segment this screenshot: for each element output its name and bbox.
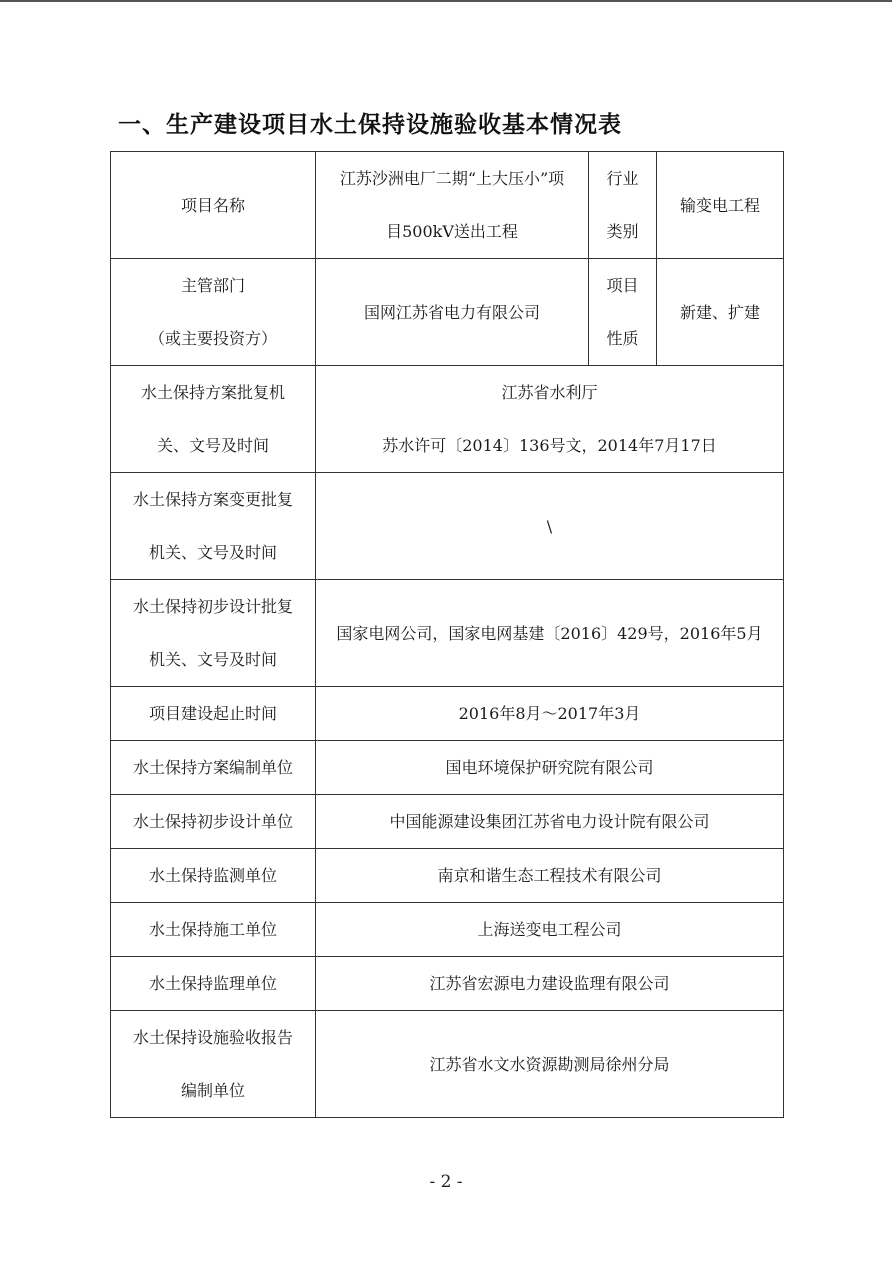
value-plan-compiler: 国电环境保护研究院有限公司 [316, 741, 784, 795]
label-project-name: 项目名称 [111, 152, 316, 259]
value-project-name: 江苏沙洲电厂二期“上大压小”项 目500kV送出工程 [316, 152, 589, 259]
value-industry-category: 输变电工程 [657, 152, 784, 259]
table-row-prelim-design [111, 580, 784, 687]
table-row-construction-unit [111, 903, 784, 957]
label-prelim-design: 水土保持初步设计批复 机关、文号及时间 [111, 580, 316, 687]
label-plan-change: 水土保持方案变更批复 机关、文号及时间 [111, 473, 316, 580]
value-monitoring-unit: 南京和谐生态工程技术有限公司 [316, 849, 784, 903]
table-row-plan-change [111, 473, 784, 580]
value-plan-approval: 江苏省水利厅 苏水许可〔2014〕136号文，2014年7月17日 [316, 366, 784, 473]
label-plan-compiler: 水土保持方案编制单位 [111, 741, 316, 795]
table-row-monitoring-unit [111, 849, 784, 903]
value-prelim-design: 国家电网公司，国家电网基建〔2016〕429号，2016年5月 [316, 580, 784, 687]
value-plan-change: \ [316, 473, 784, 580]
table-row-report-compiler [111, 1011, 784, 1118]
table-row-plan-approval [111, 366, 784, 473]
table-row-department [111, 259, 784, 366]
label-department: 主管部门 （或主要投资方） [111, 259, 316, 366]
value-construction-unit: 上海送变电工程公司 [316, 903, 784, 957]
label-industry-category: 行业 类别 [589, 152, 657, 259]
value-design-unit: 中国能源建设集团江苏省电力设计院有限公司 [316, 795, 784, 849]
table-row-design-unit [111, 795, 784, 849]
label-supervision-unit: 水土保持监理单位 [111, 957, 316, 1011]
value-department: 国网江苏省电力有限公司 [316, 259, 589, 366]
page-number: - 2 - [429, 1172, 463, 1192]
page-top-border [0, 0, 892, 2]
label-monitoring-unit: 水土保持监测单位 [111, 849, 316, 903]
page-title: 一、生产建设项目水土保持设施验收基本情况表 [118, 112, 622, 138]
label-report-compiler: 水土保持设施验收报告 编制单位 [111, 1011, 316, 1118]
label-construction-period: 项目建设起止时间 [111, 687, 316, 741]
table-row-plan-compiler [111, 741, 784, 795]
label-project-nature: 项目 性质 [589, 259, 657, 366]
table-row-supervision-unit [111, 957, 784, 1011]
value-project-nature: 新建、扩建 [657, 259, 784, 366]
label-construction-unit: 水土保持施工单位 [111, 903, 316, 957]
label-design-unit: 水土保持初步设计单位 [111, 795, 316, 849]
value-report-compiler: 江苏省水文水资源勘测局徐州分局 [316, 1011, 784, 1118]
label-plan-approval: 水土保持方案批复机 关、文号及时间 [111, 366, 316, 473]
table-row-project-name [111, 152, 784, 259]
value-construction-period: 2016年8月～2017年3月 [316, 687, 784, 741]
acceptance-info-table [110, 151, 784, 1118]
table-row-construction-period [111, 687, 784, 741]
value-supervision-unit: 江苏省宏源电力建设监理有限公司 [316, 957, 784, 1011]
